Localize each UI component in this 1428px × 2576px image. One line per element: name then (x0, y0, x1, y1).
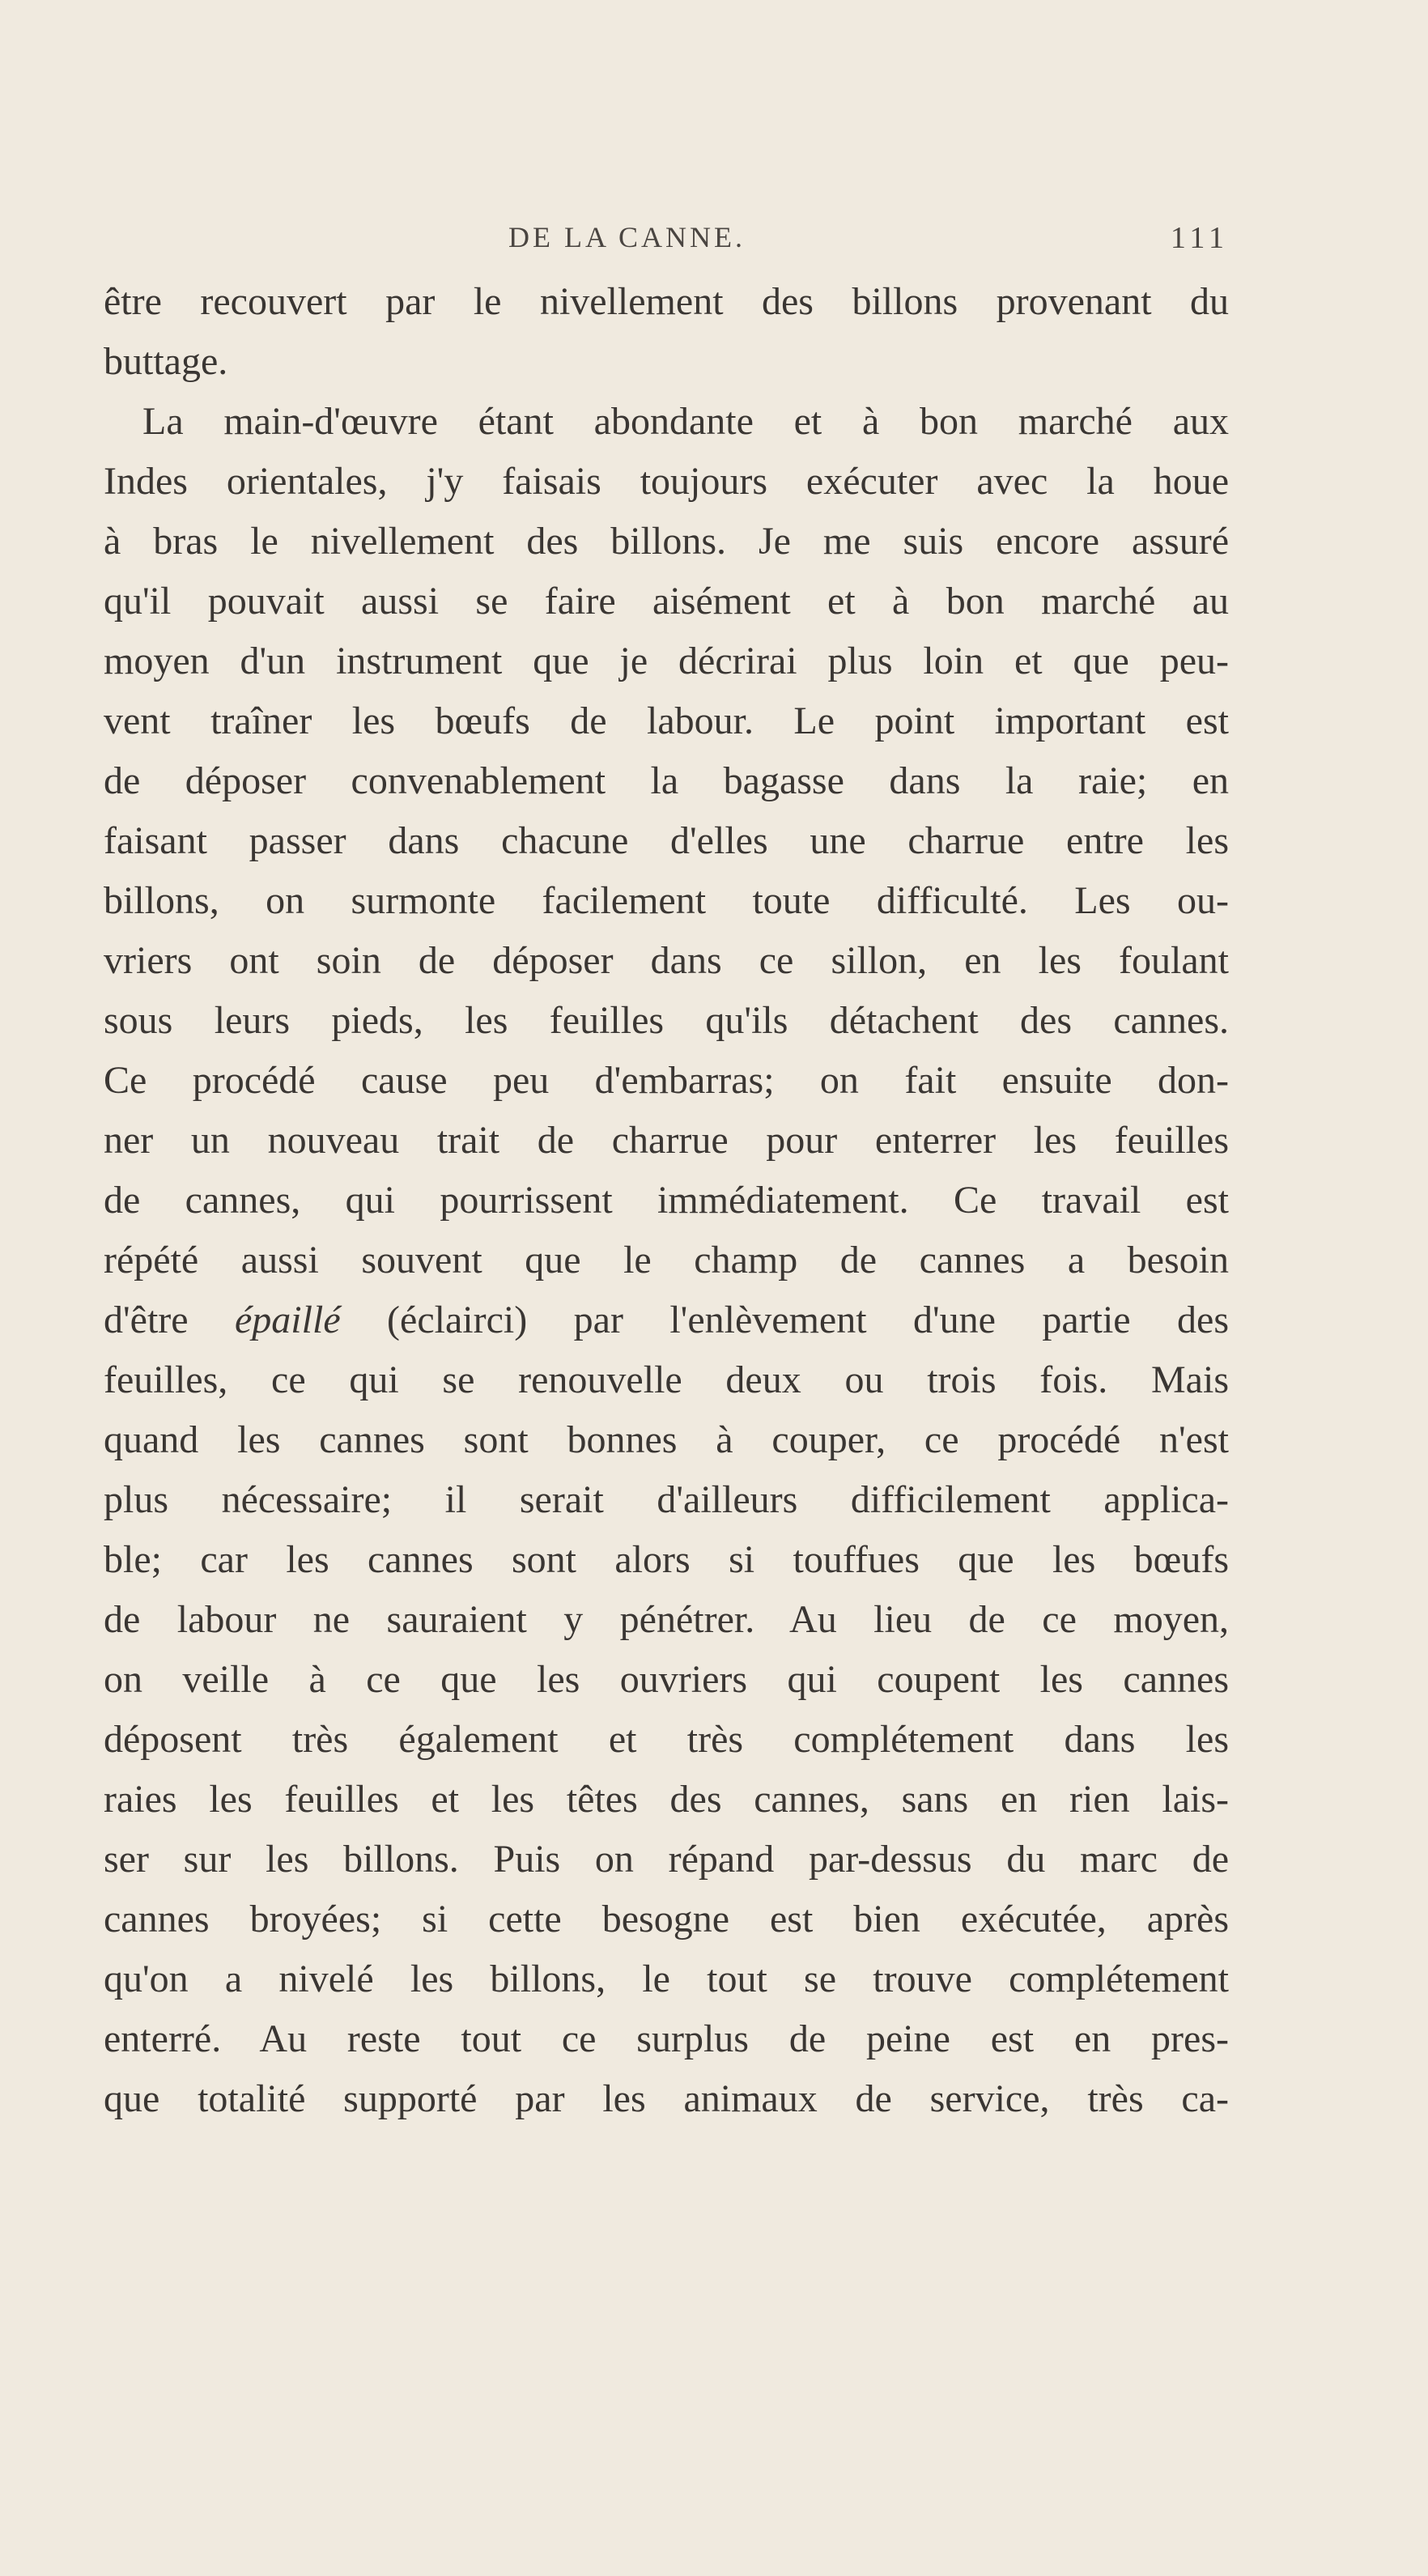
body-text (104, 272, 1229, 2129)
text-line: faisant passer dans chacune d'elles une charrue entre les (104, 819, 1229, 862)
text-line: de déposer convenablement la bagasse dans la raie; en (104, 759, 1229, 802)
running-head (104, 220, 1229, 269)
text-line: raies les feuilles et les têtes des cannes, sans en rien lais- (104, 1778, 1229, 1821)
text-line: enterré. Au reste tout ce surplus de peine est en pres- (104, 2017, 1229, 2060)
text-line: plus nécessaire; il serait d'ailleurs difficilement applica- (104, 1478, 1229, 1521)
text-line: Ce procédé cause peu d'embarras; on fait ensuite don- (104, 1059, 1229, 1102)
italic-term: épaillé (235, 1299, 341, 1341)
text-line: vriers ont soin de déposer dans ce sillon, en les foulant (104, 939, 1229, 982)
text-line: cannes broyées; si cette besogne est bien exécutée, après (104, 1898, 1229, 1941)
text-line: ner un nouveau trait de charrue pour enterrer les feuilles (104, 1119, 1229, 1162)
text-line: feuilles, ce qui se renouvelle deux ou trois fois. Mais (104, 1358, 1229, 1401)
text-line: ser sur les billons. Puis on répand par-dessus du marc de (104, 1838, 1229, 1881)
text-line: déposent très également et très complétement dans les (104, 1718, 1229, 1761)
text-fragment: (éclairci) par l'enlèvement d'une partie des (340, 1299, 1229, 1341)
text-line: moyen d'un instrument que je décrirai plus loin et que peu- (104, 640, 1229, 682)
text-line: que totalité supporté par les animaux de service, très ca- (104, 2077, 1229, 2120)
text-line: quand les cannes sont bonnes à couper, ce procédé n'est (104, 1418, 1229, 1461)
running-head-title: DE LA CANNE. (508, 221, 746, 253)
text-line: qu'on a nivelé les billons, le tout se trouve complétement (104, 1958, 1229, 2000)
text-line: sous leurs pieds, les feuilles qu'ils détachent des cannes. (104, 999, 1229, 1042)
page-number: 111 (1170, 221, 1229, 255)
text-line: billons, on surmonte facilement toute difficulté. Les ou- (104, 879, 1229, 922)
text-line: à bras le nivellement des billons. Je me suis encore assuré (104, 520, 1229, 563)
text-fragment: d'être (104, 1299, 235, 1341)
text-line: buttage. (104, 340, 228, 383)
paragraph-first-line: La main-d'œuvre étant abondante et à bon marché aux (142, 400, 1229, 443)
text-line: ble; car les cannes sont alors si touffues que les bœufs (104, 1538, 1229, 1581)
text-line: qu'il pouvait aussi se faire aisément et à bon marché au (104, 580, 1229, 623)
text-line: être recouvert par le nivellement des billons provenant du (104, 280, 1229, 323)
text-line: de cannes, qui pourrissent immédiatement. Ce travail est (104, 1179, 1229, 1222)
text-line: Indes orientales, j'y faisais toujours exécuter avec la houe (104, 460, 1229, 503)
text-line: vent traîner les bœufs de labour. Le point important est (104, 699, 1229, 742)
text-line-with-italic (104, 1290, 1229, 1350)
text-line: de labour ne sauraient y pénétrer. Au lieu de ce moyen, (104, 1598, 1229, 1641)
text-line: répété aussi souvent que le champ de cannes a besoin (104, 1239, 1229, 1282)
text-line: on veille à ce que les ouvriers qui coupent les cannes (104, 1658, 1229, 1701)
